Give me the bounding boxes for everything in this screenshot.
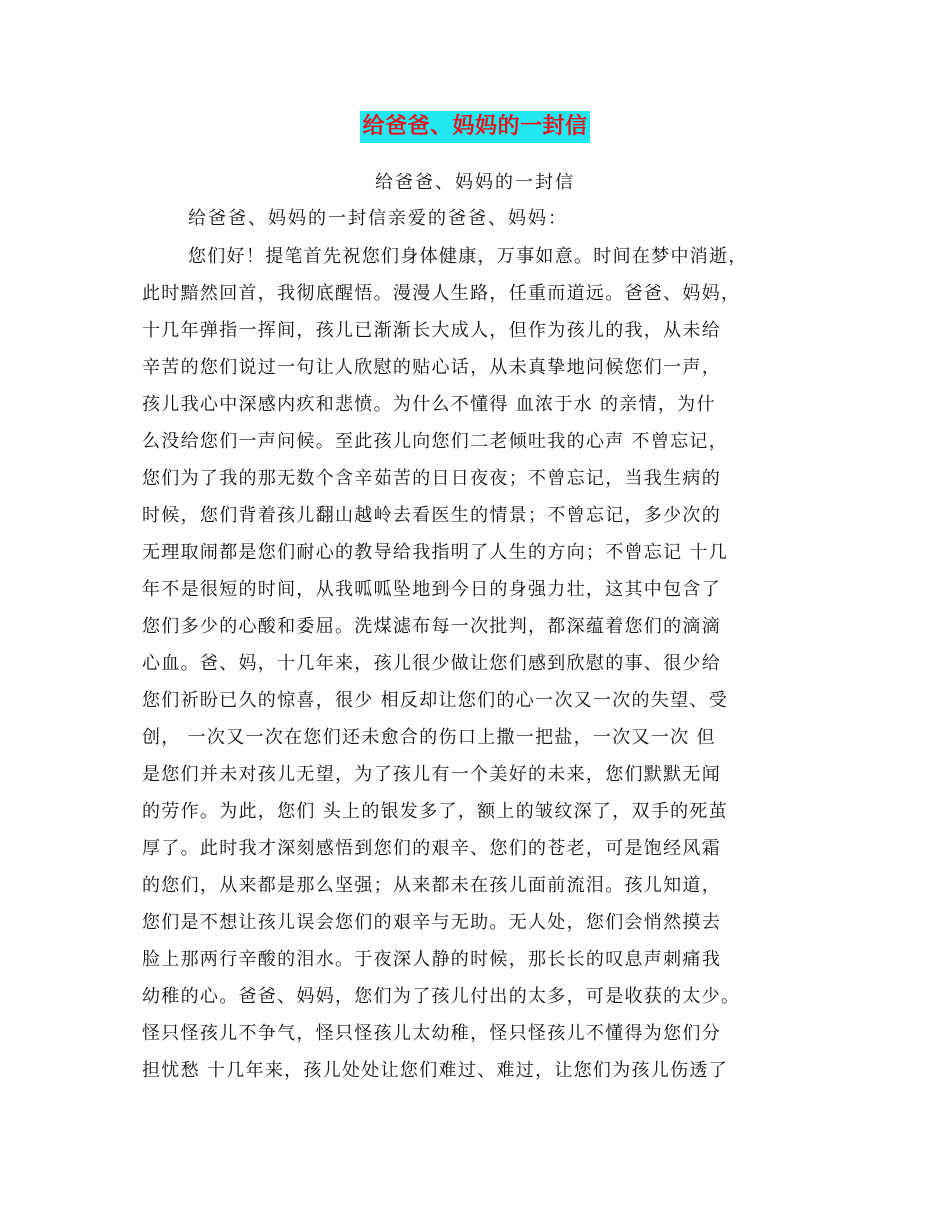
- body-line: 的您们，从来都是那么坚强；从来都未在孩儿面前流泪。孩儿知道，: [142, 875, 721, 896]
- body-line: 您们祈盼已久的惊喜，很少 相反却让您们的心一次又一次的失望、受: [142, 690, 729, 711]
- body-line: 的劳作。为此，您们 头上的银发多了，额上的皱纹深了，双手的死茧: [142, 801, 729, 822]
- body-line: 十几年弹指一挥间，孩儿已渐渐长大成人，但作为孩儿的我，从未给: [142, 320, 721, 341]
- body-line: 是您们并未对孩儿无望，为了孩儿有一个美好的未来，您们默默无闻: [142, 764, 721, 785]
- document-title: 给爸爸、妈妈的一封信: [360, 111, 589, 143]
- body-line: 么没给您们一声问候。至此孩儿向您们二老倾吐我的心声 不曾忘记，: [142, 431, 729, 452]
- body-line: 担忧愁 十几年来，孩儿处处让您们难过、难过，让您们为孩儿伤透了: [142, 1060, 729, 1081]
- title-container: [0, 111, 950, 143]
- body-line: 孩儿我心中深感内疚和悲愤。为什么不懂得 血浓于水 的亲情，为什: [142, 394, 716, 415]
- body-line: 心血。爸、妈，十几年来，孩儿很少做让您们感到欣慰的事、很少给: [142, 653, 721, 674]
- body-line: 怪只怪孩儿不争气，怪只怪孩儿太幼稚，怪只怪孩儿不懂得为您们分: [142, 1023, 721, 1044]
- body-line: 厚了。此时我才深刻感悟到您们的艰辛、您们的苍老，可是饱经风霜: [142, 838, 721, 859]
- body-line: 辛苦的您们说过一句让人欣慰的贴心话，从未真挚地问候您们一声，: [142, 357, 721, 378]
- body-line: 您们为了我的那无数个含辛茹苦的日日夜夜；不曾忘记，当我生病的: [142, 468, 721, 489]
- letter-body: [142, 238, 812, 1089]
- body-line: 创， 一次又一次在您们还未愈合的伤口上撒一把盐，一次又一次 但: [142, 727, 716, 748]
- body-line: 脸上那两行辛酸的泪水。于夜深人静的时候，那长长的叹息声刺痛我: [142, 949, 721, 970]
- body-line: 时候，您们背着孩儿翻山越岭去看医生的情景；不曾忘记，多少次的: [142, 505, 721, 526]
- body-line: 您们是不想让孩儿误会您们的艰辛与无助。无人处，您们会悄然摸去: [142, 912, 721, 933]
- letter-greeting: 给爸爸、妈妈的一封信亲爱的爸爸、妈妈：: [188, 208, 568, 229]
- body-line: 年不是很短的时间，从我呱呱坠地到今日的身强力壮，这其中包含了: [142, 579, 721, 600]
- body-line: 此时黯然回首，我彻底醒悟。漫漫人生路，任重而道远。爸爸、妈妈，: [142, 283, 741, 304]
- body-line: 幼稚的心。爸爸、妈妈，您们为了孩儿付出的太多，可是收获的太少。: [142, 986, 741, 1007]
- body-line: 您们好！提笔首先祝您们身体健康，万事如意。时间在梦中消逝，: [188, 246, 748, 267]
- body-line: 无理取闹都是您们耐心的教导给我指明了人生的方向；不曾忘记 十几: [142, 542, 729, 563]
- body-line: 您们多少的心酸和委屈。洗煤滤布每一次批判，都深蕴着您们的滴滴: [142, 616, 721, 637]
- document-subtitle: 给爸爸、妈妈的一封信: [375, 172, 575, 193]
